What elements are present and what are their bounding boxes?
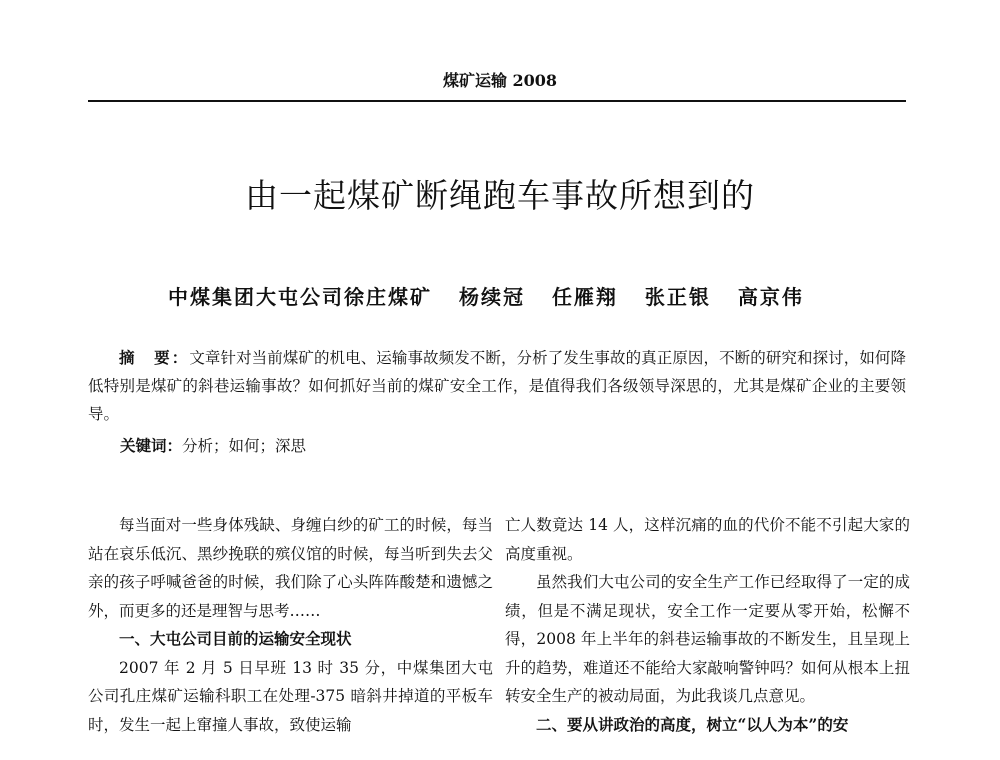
body-column-left: [88, 511, 493, 739]
author-2: 任雁翔: [551, 285, 618, 309]
paragraph: 虽然我们大屯公司的安全生产工作已经取得了一定的成绩，但是不满足现状，安全工作一定要从零开始，松懈不得，2008 年上半年的斜巷运输事故的不断发生，且呈现上升的趋势，难道还不能给大家敲响警钟吗？如何从根本上扭转安全生产的被动局面，为此我谈几点意见。: [505, 573, 910, 705]
running-header: 煤矿运输 2008: [442, 71, 558, 90]
keywords-label: 关键词：: [120, 436, 183, 455]
paragraph: 每当面对一些身体残缺、身缠白纱的矿工的时候，每当站在哀乐低沉、黑纱挽联的殡仪馆的时候，每当听到失去父亲的孩子呼喊爸爸的时候，我们除了心头阵阵酸楚和遗憾之外，而更多的还是理智与思考……: [88, 516, 493, 620]
abstract-label: 摘 要：: [119, 348, 190, 367]
body-column-right: [505, 511, 910, 739]
abstract-text: 文章针对当前煤矿的机电、运输事故频发不断，分析了发生事故的真正原因，不断的研究和探讨，如何降低特别是煤矿的斜巷运输事故？如何抓好当前的煤矿安全工作，是值得我们各级领导深思的，尤其是煤矿企业的主要领导。: [88, 349, 906, 423]
author-1: 杨续冠: [458, 285, 525, 309]
section-heading: 二、要从讲政治的高度，树立“以人为本”的安: [536, 714, 849, 734]
abstract: [88, 344, 906, 428]
author-3: 张正银: [644, 285, 711, 309]
author-4: 高京伟: [737, 285, 804, 309]
author-line: [168, 281, 868, 310]
paragraph: 2007 年 2 月 5 日早班 13 时 35 分，中煤集团大屯公司孔庄煤矿运输科职工在处理-375 暗斜井掉道的平板车时，发生一起上窜撞人事故，致使运输: [88, 658, 493, 734]
section-heading: 一、大屯公司目前的运输安全现状: [119, 629, 352, 648]
header-rule: [88, 100, 906, 102]
article-title: 由一起煤矿断绳跑车事故所想到的: [245, 176, 755, 215]
keywords: [120, 432, 820, 460]
paragraph: 亡人数竟达 14 人，这样沉痛的血的代价不能不引起大家的高度重视。: [505, 516, 910, 563]
affiliation: 中煤集团大屯公司徐庄煤矿: [168, 285, 432, 309]
keywords-text: 分析；如何；深思: [182, 437, 307, 455]
